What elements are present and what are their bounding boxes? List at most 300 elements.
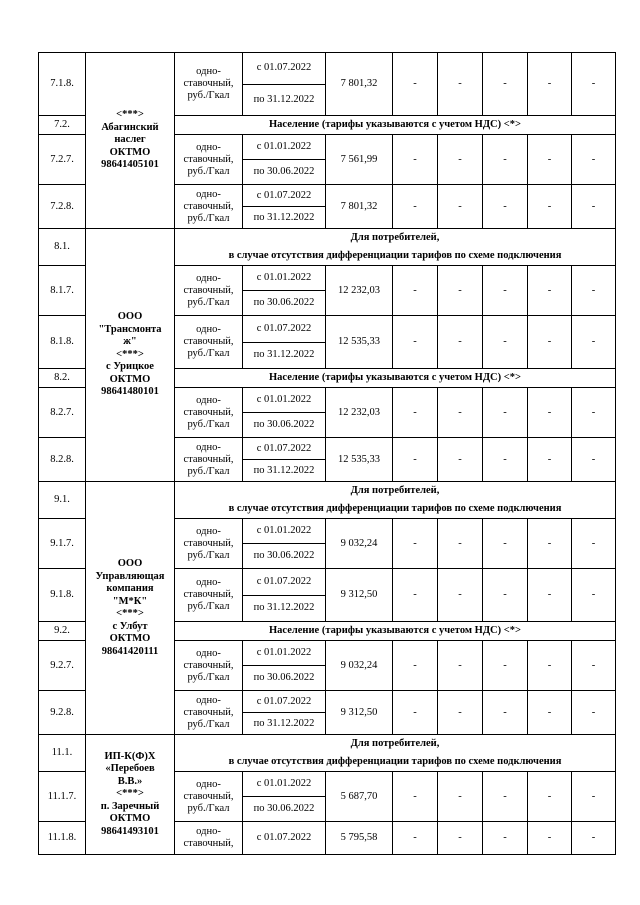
empty-value-cell bbox=[528, 185, 572, 229]
tariff-value-text: 5 687,70 bbox=[340, 790, 378, 802]
tariff-value bbox=[326, 438, 393, 482]
row-number-text: 7.2.8. bbox=[50, 200, 74, 212]
row-number bbox=[39, 569, 86, 622]
tariff-type-line: одно- bbox=[196, 141, 221, 153]
group-header-line: Для потребителей, bbox=[350, 232, 440, 243]
table-row bbox=[39, 229, 616, 266]
row-number bbox=[39, 438, 86, 482]
dash-text: - bbox=[591, 336, 596, 347]
dash-text: - bbox=[458, 589, 462, 600]
empty-value-cell bbox=[438, 772, 483, 822]
dash-text: - bbox=[591, 406, 596, 418]
tariff-type bbox=[175, 135, 243, 185]
table-row bbox=[39, 53, 616, 116]
organization-line: Управляющая bbox=[95, 570, 165, 582]
empty-value-cell bbox=[572, 438, 616, 482]
tariff-table bbox=[38, 52, 616, 855]
row-number-text: 11.1.8. bbox=[47, 832, 77, 843]
period-from: с 01.01.2022 bbox=[256, 394, 312, 405]
dash-text: - bbox=[458, 200, 462, 212]
period-cell bbox=[243, 388, 326, 438]
tariff-type-line: ставочный, bbox=[183, 153, 234, 165]
period-to: по 31.12.2022 bbox=[243, 595, 325, 622]
organization-line: <***> bbox=[116, 348, 144, 360]
period-cell bbox=[243, 438, 326, 482]
empty-value-cell bbox=[438, 185, 483, 229]
empty-value-cell bbox=[393, 316, 438, 369]
tariff-type-line: руб./Гкал bbox=[187, 296, 230, 308]
dash-text: - bbox=[547, 832, 552, 843]
dash-text: - bbox=[413, 706, 417, 718]
dash-text: - bbox=[458, 537, 462, 549]
dash-text: - bbox=[458, 153, 462, 165]
tariff-value bbox=[326, 185, 393, 229]
period-from: с 01.07.2022 bbox=[256, 695, 312, 707]
row-number bbox=[39, 135, 86, 185]
row-number bbox=[39, 735, 86, 772]
dash-text: - bbox=[591, 659, 596, 671]
dash-text: - bbox=[591, 200, 596, 212]
empty-value-cell bbox=[393, 519, 438, 569]
dash-text: - bbox=[547, 659, 552, 671]
dash-text: - bbox=[591, 832, 596, 843]
tariff-type bbox=[175, 772, 243, 822]
dash-text: - bbox=[503, 706, 507, 718]
tariff-type-line: ставочный, bbox=[183, 838, 234, 849]
row-number-text: 8.2. bbox=[54, 372, 70, 383]
organization-line: ОКТМО bbox=[109, 373, 151, 385]
organization-line: с Улбут bbox=[112, 620, 148, 632]
dash-text: - bbox=[591, 589, 596, 600]
organization-line: ж" bbox=[123, 336, 137, 348]
tariff-value-text: 7 801,32 bbox=[340, 200, 378, 212]
group-header-line: Для потребителей, bbox=[350, 485, 440, 496]
empty-value-cell bbox=[393, 438, 438, 482]
empty-value-cell bbox=[572, 519, 616, 569]
empty-value-cell bbox=[483, 135, 528, 185]
empty-value-cell bbox=[438, 691, 483, 735]
period-from: с 01.07.2022 bbox=[256, 442, 312, 454]
empty-value-cell bbox=[483, 266, 528, 316]
tariff-type-line: ставочный, bbox=[183, 537, 234, 549]
tariff-value-text: 9 312,50 bbox=[340, 589, 378, 600]
group-header-text: Население (тарифы указываются с учетом НДС) <*> bbox=[269, 119, 521, 130]
group-header-line: в случае отсутствия дифференциации тарифов по схеме подключения bbox=[228, 756, 562, 767]
period-to: по 30.06.2022 bbox=[243, 412, 325, 437]
period-to: по 30.06.2022 bbox=[243, 665, 325, 690]
row-number-text: 8.2.7. bbox=[50, 406, 74, 418]
organization-line: ИП-К(Ф)Х bbox=[104, 750, 156, 762]
empty-value-cell bbox=[528, 641, 572, 691]
period-from: с 01.07.2022 bbox=[256, 189, 312, 201]
empty-value-cell bbox=[438, 266, 483, 316]
tariff-type-line: одно- bbox=[196, 394, 221, 406]
empty-value-cell bbox=[483, 388, 528, 438]
tariff-value-text: 5 795,58 bbox=[340, 832, 378, 843]
dash-text: - bbox=[458, 832, 462, 843]
row-number bbox=[39, 266, 86, 316]
tariff-type-line: одно- bbox=[196, 188, 221, 200]
tariff-type-line: руб./Гкал bbox=[187, 418, 230, 430]
empty-value-cell bbox=[438, 438, 483, 482]
dash-text: - bbox=[413, 406, 417, 418]
organization-line: ОКТМО bbox=[109, 146, 151, 158]
period-to: по 31.12.2022 bbox=[243, 459, 325, 481]
tariff-type-line: ставочный, bbox=[183, 336, 234, 347]
empty-value-cell bbox=[528, 135, 572, 185]
empty-value-cell bbox=[572, 822, 616, 855]
organization-line: "Трансмонта bbox=[98, 323, 162, 335]
dash-text: - bbox=[413, 659, 417, 671]
tariff-type-line: одно- bbox=[196, 647, 221, 659]
dash-text: - bbox=[547, 537, 552, 549]
period-cell bbox=[243, 822, 326, 855]
dash-text: - bbox=[413, 336, 417, 347]
empty-value-cell bbox=[528, 772, 572, 822]
period-from: с 01.07.2022 bbox=[256, 575, 312, 587]
period-cell bbox=[243, 266, 326, 316]
row-number bbox=[39, 185, 86, 229]
tariff-value bbox=[326, 569, 393, 622]
row-number-text: 11.1. bbox=[51, 747, 73, 758]
group-header bbox=[175, 482, 616, 519]
organization-line: "М*К" bbox=[112, 595, 148, 607]
period-to: по 31.12.2022 bbox=[243, 206, 325, 228]
tariff-type-line: одно- bbox=[196, 441, 221, 453]
empty-value-cell bbox=[572, 641, 616, 691]
tariff-value-text: 7 801,32 bbox=[340, 78, 378, 89]
tariff-type-line: одно- bbox=[196, 577, 221, 588]
empty-value-cell bbox=[438, 822, 483, 855]
tariff-type bbox=[175, 519, 243, 569]
dash-text: - bbox=[413, 453, 417, 465]
dash-text: - bbox=[547, 78, 552, 89]
empty-value-cell bbox=[483, 185, 528, 229]
empty-value-cell bbox=[528, 569, 572, 622]
dash-text: - bbox=[413, 153, 417, 165]
tariff-type-line: руб./Гкал bbox=[187, 718, 230, 730]
dash-text: - bbox=[591, 537, 596, 549]
tariff-type-line: руб./Гкал bbox=[187, 802, 230, 814]
period-from: с 01.01.2022 bbox=[256, 647, 312, 658]
dash-text: - bbox=[547, 336, 552, 347]
empty-value-cell bbox=[528, 691, 572, 735]
row-number bbox=[39, 482, 86, 519]
group-header-line: в случае отсутствия дифференциации тарифов по схеме подключения bbox=[228, 250, 562, 261]
tariff-value-text: 9 032,24 bbox=[340, 659, 378, 671]
tariff-value bbox=[326, 822, 393, 855]
tariff-value-text: 12 535,33 bbox=[338, 453, 380, 465]
organization-line: ОКТМО bbox=[109, 633, 151, 644]
tariff-value-text: 12 232,03 bbox=[338, 406, 380, 418]
period-from: с 01.01.2022 bbox=[256, 525, 312, 536]
organization-line: ООО bbox=[117, 311, 143, 323]
dash-text: - bbox=[458, 336, 462, 347]
empty-value-cell bbox=[572, 266, 616, 316]
empty-value-cell bbox=[483, 53, 528, 116]
empty-value-cell bbox=[438, 53, 483, 116]
dash-text: - bbox=[547, 406, 552, 418]
dash-text: - bbox=[503, 453, 507, 465]
empty-value-cell bbox=[483, 772, 528, 822]
row-number-text: 9.2.8. bbox=[50, 706, 74, 718]
organization-cell bbox=[86, 735, 175, 855]
group-header bbox=[175, 229, 616, 266]
period-cell bbox=[243, 641, 326, 691]
organization-line: компания bbox=[106, 583, 154, 594]
empty-value-cell bbox=[528, 266, 572, 316]
period-to: по 30.06.2022 bbox=[243, 159, 325, 184]
period-cell bbox=[243, 691, 326, 735]
row-number-text: 8.1. bbox=[54, 241, 70, 252]
period-cell bbox=[243, 316, 326, 369]
empty-value-cell bbox=[572, 569, 616, 622]
tariff-value-text: 9 312,50 bbox=[340, 706, 378, 718]
tariff-value-text: 12 232,03 bbox=[338, 284, 380, 296]
row-number-text: 9.1.7. bbox=[50, 537, 74, 549]
organization-cell bbox=[86, 482, 175, 735]
row-number bbox=[39, 622, 86, 641]
organization-line: В.В.» bbox=[117, 775, 143, 787]
tariff-type-line: ставочный, bbox=[183, 706, 234, 718]
period-from: с 01.07.2022 bbox=[256, 832, 312, 843]
empty-value-cell bbox=[483, 569, 528, 622]
tariff-type bbox=[175, 266, 243, 316]
group-header-text: Население (тарифы указываются с учетом НДС) <*> bbox=[269, 372, 521, 383]
period-cell bbox=[243, 519, 326, 569]
dash-text: - bbox=[413, 78, 417, 89]
dash-text: - bbox=[503, 537, 507, 549]
empty-value-cell bbox=[572, 135, 616, 185]
dash-text: - bbox=[458, 659, 462, 671]
tariff-type-line: руб./Гкал bbox=[187, 212, 230, 224]
dash-text: - bbox=[503, 284, 507, 296]
empty-value-cell bbox=[483, 438, 528, 482]
organization-line: «Перебоев bbox=[105, 763, 155, 775]
empty-value-cell bbox=[438, 135, 483, 185]
group-header bbox=[175, 622, 616, 641]
period-from: с 01.01.2022 bbox=[256, 141, 312, 152]
empty-value-cell bbox=[483, 316, 528, 369]
tariff-value bbox=[326, 641, 393, 691]
row-number bbox=[39, 822, 86, 855]
dash-text: - bbox=[503, 78, 507, 89]
row-number-text: 11.1.7. bbox=[47, 790, 77, 802]
tariff-type-line: ставочный, bbox=[183, 284, 234, 296]
dash-text: - bbox=[458, 406, 462, 418]
period-to: по 31.12.2022 bbox=[243, 84, 325, 116]
tariff-type-line: одно- bbox=[196, 525, 221, 537]
dash-text: - bbox=[413, 832, 417, 843]
tariff-type bbox=[175, 569, 243, 622]
empty-value-cell bbox=[393, 569, 438, 622]
tariff-type bbox=[175, 641, 243, 691]
tariff-value bbox=[326, 266, 393, 316]
dash-text: - bbox=[458, 706, 462, 718]
organization-line: ОКТМО bbox=[109, 813, 151, 825]
tariff-type-line: ставочный, bbox=[183, 453, 234, 465]
tariff-type-line: руб./Гкал bbox=[187, 549, 230, 561]
organization-line: 98641493101 bbox=[101, 825, 159, 837]
empty-value-cell bbox=[393, 135, 438, 185]
tariff-value bbox=[326, 772, 393, 822]
tariff-type-line: руб./Гкал bbox=[187, 348, 230, 359]
row-number-text: 9.2.7. bbox=[50, 659, 74, 671]
organization-line: <***> bbox=[116, 788, 144, 800]
tariff-value bbox=[326, 519, 393, 569]
dash-text: - bbox=[503, 153, 507, 165]
group-header-line: Для потребителей, bbox=[350, 738, 440, 749]
tariff-type-line: руб./Гкал bbox=[187, 165, 230, 177]
dash-text: - bbox=[503, 790, 507, 802]
organization-line: с Урицкое bbox=[106, 361, 154, 373]
organization-line: п. Заречный bbox=[100, 800, 160, 812]
empty-value-cell bbox=[572, 53, 616, 116]
dash-text: - bbox=[413, 537, 417, 549]
tariff-type-line: ставочный, bbox=[183, 78, 234, 89]
tariff-type-line: одно- bbox=[196, 324, 221, 335]
dash-text: - bbox=[547, 284, 552, 296]
dash-text: - bbox=[503, 200, 507, 212]
empty-value-cell bbox=[483, 822, 528, 855]
tariff-type-line: руб./Гкал bbox=[187, 671, 230, 683]
dash-text: - bbox=[591, 706, 596, 718]
period-from: с 01.01.2022 bbox=[256, 778, 312, 789]
dash-text: - bbox=[591, 453, 596, 465]
row-number bbox=[39, 641, 86, 691]
period-cell bbox=[243, 53, 326, 116]
tariff-type-line: ставочный, bbox=[183, 790, 234, 802]
row-number bbox=[39, 229, 86, 266]
row-number-text: 7.2.7. bbox=[50, 153, 74, 165]
tariff-value bbox=[326, 316, 393, 369]
row-number bbox=[39, 53, 86, 116]
organization-cell bbox=[86, 229, 175, 482]
organization-line: 98641420111 bbox=[101, 645, 159, 657]
dash-text: - bbox=[458, 790, 462, 802]
period-cell bbox=[243, 569, 326, 622]
tariff-type-line: одно- bbox=[196, 778, 221, 790]
row-number bbox=[39, 388, 86, 438]
tariff-type bbox=[175, 185, 243, 229]
row-number-text: 9.1.8. bbox=[50, 589, 74, 600]
empty-value-cell bbox=[438, 569, 483, 622]
dash-text: - bbox=[547, 153, 552, 165]
dash-text: - bbox=[591, 153, 596, 165]
tariff-type-line: ставочный, bbox=[183, 589, 234, 600]
period-to: по 31.12.2022 bbox=[243, 342, 325, 369]
tariff-value-text: 7 561,99 bbox=[340, 153, 378, 165]
row-number-text: 7.1.8. bbox=[50, 78, 74, 89]
empty-value-cell bbox=[572, 388, 616, 438]
dash-text: - bbox=[503, 406, 507, 418]
dash-text: - bbox=[547, 453, 552, 465]
dash-text: - bbox=[413, 790, 417, 802]
tariff-type-line: одно- bbox=[196, 66, 221, 77]
tariff-type-line: ставочный, bbox=[183, 200, 234, 212]
period-cell bbox=[243, 772, 326, 822]
organization-line: ООО bbox=[117, 558, 143, 569]
empty-value-cell bbox=[393, 691, 438, 735]
tariff-value-text: 12 535,33 bbox=[338, 336, 380, 347]
dash-text: - bbox=[547, 706, 552, 718]
dash-text: - bbox=[503, 589, 507, 600]
dash-text: - bbox=[458, 78, 462, 89]
empty-value-cell bbox=[393, 53, 438, 116]
tariff-type bbox=[175, 822, 243, 855]
empty-value-cell bbox=[393, 641, 438, 691]
empty-value-cell bbox=[528, 388, 572, 438]
row-number-text: 8.2.8. bbox=[50, 453, 74, 465]
tariff-type-line: одно- bbox=[196, 826, 221, 837]
group-header bbox=[175, 735, 616, 772]
group-header-text: Население (тарифы указываются с учетом НДС) <*> bbox=[269, 625, 521, 636]
dash-text: - bbox=[503, 832, 507, 843]
row-number-text: 9.2. bbox=[54, 625, 70, 636]
empty-value-cell bbox=[572, 772, 616, 822]
group-header bbox=[175, 116, 616, 135]
dash-text: - bbox=[458, 284, 462, 296]
table-row bbox=[39, 735, 616, 772]
empty-value-cell bbox=[528, 822, 572, 855]
organization-line: наслег bbox=[114, 134, 146, 146]
row-number bbox=[39, 316, 86, 369]
period-from: с 01.07.2022 bbox=[256, 322, 312, 334]
dash-text: - bbox=[547, 589, 552, 600]
empty-value-cell bbox=[483, 519, 528, 569]
empty-value-cell bbox=[438, 388, 483, 438]
table-row bbox=[39, 482, 616, 519]
tariff-value bbox=[326, 388, 393, 438]
row-number bbox=[39, 772, 86, 822]
dash-text: - bbox=[591, 284, 596, 296]
empty-value-cell bbox=[393, 822, 438, 855]
empty-value-cell bbox=[528, 519, 572, 569]
tariff-value bbox=[326, 53, 393, 116]
empty-value-cell bbox=[483, 691, 528, 735]
tariff-type bbox=[175, 316, 243, 369]
empty-value-cell bbox=[393, 772, 438, 822]
empty-value-cell bbox=[438, 316, 483, 369]
empty-value-cell bbox=[572, 185, 616, 229]
tariff-type bbox=[175, 438, 243, 482]
row-number-text: 8.1.8. bbox=[50, 336, 74, 347]
period-from: с 01.01.2022 bbox=[256, 272, 312, 283]
period-cell bbox=[243, 135, 326, 185]
tariff-type-line: ставочный, bbox=[183, 406, 234, 418]
tariff-type bbox=[175, 691, 243, 735]
row-number bbox=[39, 116, 86, 135]
dash-text: - bbox=[547, 790, 552, 802]
tariff-type-line: руб./Гкал bbox=[187, 90, 230, 101]
empty-value-cell bbox=[483, 641, 528, 691]
empty-value-cell bbox=[393, 388, 438, 438]
dash-text: - bbox=[458, 453, 462, 465]
period-to: по 30.06.2022 bbox=[243, 796, 325, 821]
empty-value-cell bbox=[438, 519, 483, 569]
dash-text: - bbox=[547, 200, 552, 212]
row-number bbox=[39, 519, 86, 569]
dash-text: - bbox=[503, 659, 507, 671]
group-header bbox=[175, 369, 616, 388]
dash-text: - bbox=[503, 336, 507, 347]
empty-value-cell bbox=[528, 316, 572, 369]
tariff-type bbox=[175, 53, 243, 116]
tariff-type-line: ставочный, bbox=[183, 659, 234, 671]
row-number-text: 9.1. bbox=[54, 494, 70, 505]
organization-line: <***> bbox=[116, 109, 144, 121]
dash-text: - bbox=[591, 790, 596, 802]
